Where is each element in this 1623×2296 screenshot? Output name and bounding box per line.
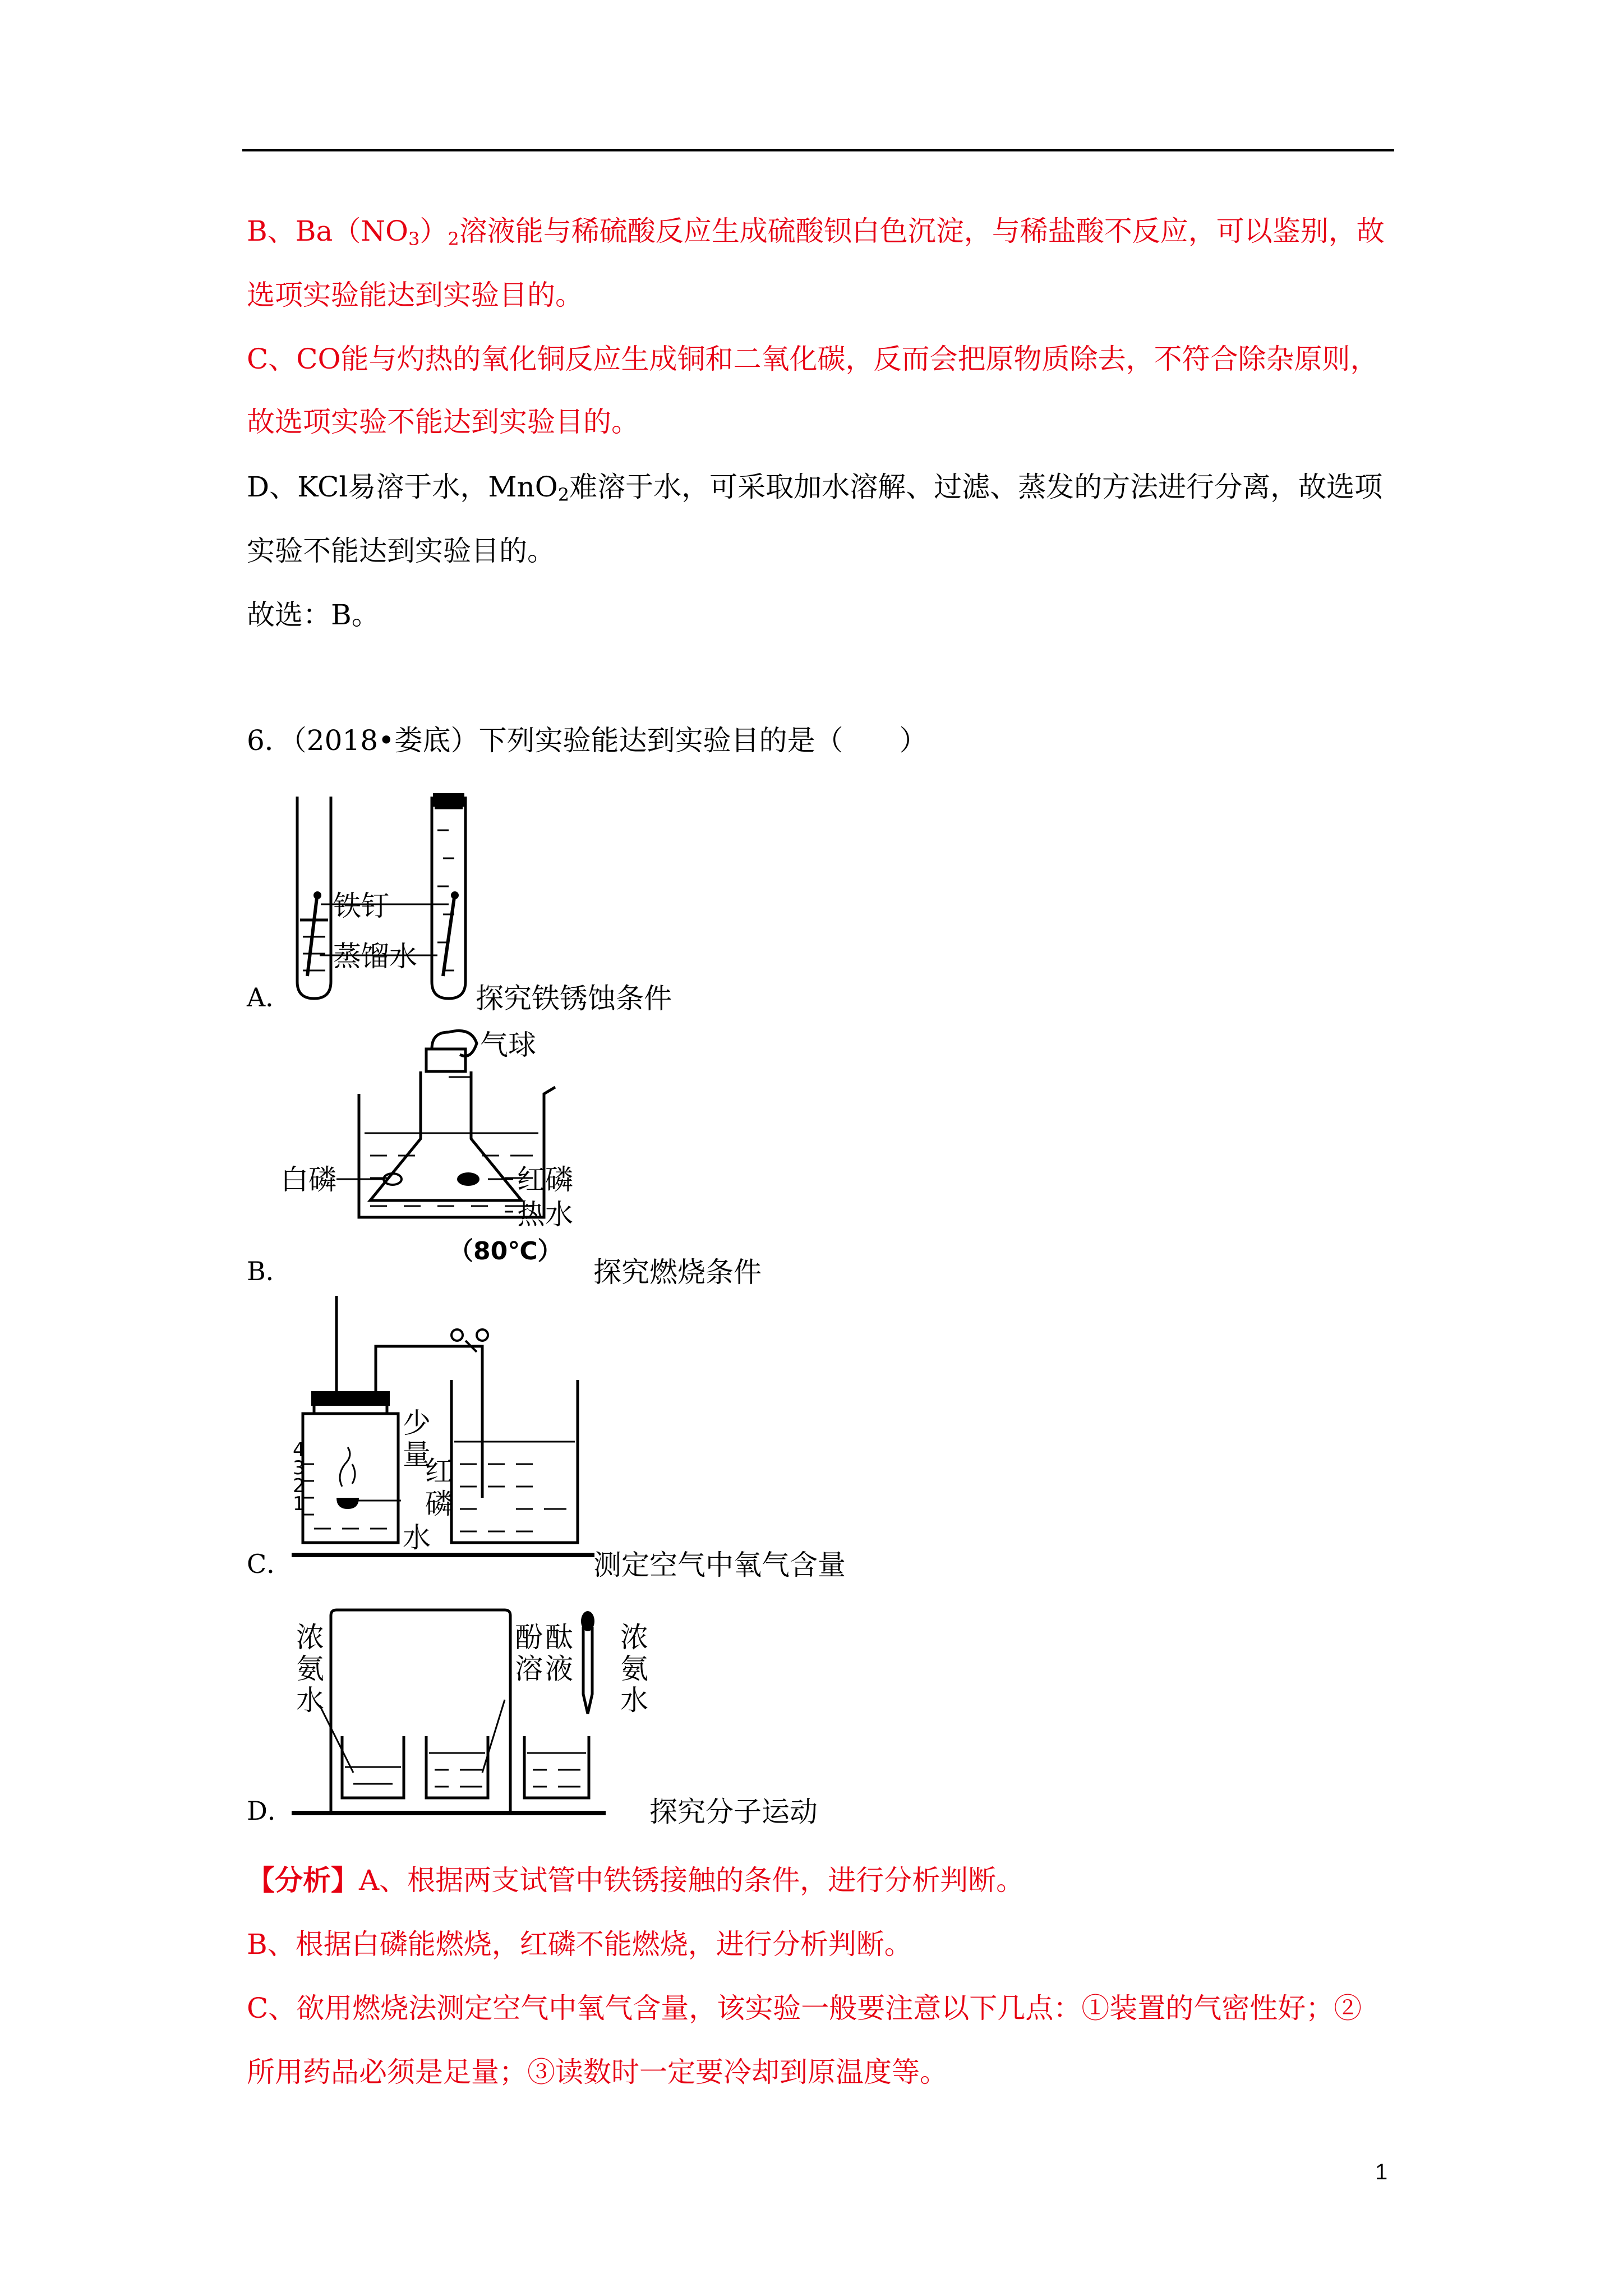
option-b-caption: 探究燃烧条件 (593, 1256, 762, 1289)
figure-a-test-tubes (286, 785, 645, 1010)
label-80c: （80℃） (449, 1237, 562, 1262)
explanation-b-line1: B、$Ba(NO_3)_2$溶液能与稀硫酸反应生成硫酸钡白色沉淀，与稀盐酸不反应，可以鉴别，故 (247, 215, 1385, 250)
explanation-b-line2: 选项实验能达到实验目的。 (247, 279, 583, 311)
page-number: 1 (1375, 2160, 1388, 2184)
label-red-phosphorus: 红磷 (517, 1163, 573, 1196)
explanation-d-line2: 实验不能达到实验目的。 (247, 535, 555, 567)
analysis-c-line2: 所用药品必须是足量；③读数时一定要冷却到原温度等。 (247, 2056, 948, 2088)
scale-3: 3 (293, 1457, 305, 1479)
figure-b-combustion (280, 1021, 606, 1262)
option-d-label: D． (247, 1796, 293, 1826)
answer-line: 故选：B。 (247, 599, 380, 631)
label-c-lin: 磷 (425, 1488, 453, 1520)
analysis-heading: 【分析】 (247, 1864, 359, 1897)
label-d-shui-right: 水 (620, 1684, 648, 1717)
scale-1: 1 (293, 1493, 305, 1515)
label-d-ye: 液 (545, 1653, 573, 1685)
analysis-a: 【分析】A、根据两支试管中铁锈接触的条件，进行分析判断。 (247, 1864, 1025, 1897)
label-distilled-water: 蒸馏水 (333, 940, 417, 973)
label-iron-nail: 铁钉 (333, 890, 389, 922)
label-d-an-left: 氨 (296, 1653, 324, 1685)
label-d-fen: 酚 (515, 1621, 543, 1654)
label-d-nong-right: 浓 (620, 1621, 648, 1654)
explanation-c-line2: 故选项实验不能达到实验目的。 (247, 406, 639, 438)
option-a-label: A． (247, 982, 292, 1013)
explanation-d-line1: D、KCl易溶于水，MnO$_2$难溶于水，可采取加水溶解、过滤、蒸发的方法进行分离，故选项 (247, 471, 1383, 505)
question-6: 6．（2018•娄底）下列实验能达到实验目的是（ ） (247, 724, 928, 757)
figure-d-molecular-motion (292, 1604, 673, 1829)
option-a-caption: 探究铁锈蚀条件 (476, 982, 672, 1015)
label-hot-water: 热水 (517, 1198, 573, 1231)
scale-4: 4 (293, 1439, 305, 1461)
label-c-liang: 量 (403, 1438, 431, 1471)
scale-2: 2 (293, 1475, 305, 1497)
option-b-label: B． (247, 1256, 292, 1286)
label-balloon: 气球 (480, 1029, 536, 1061)
option-c-caption: 测定空气中氧气含量 (593, 1549, 846, 1581)
header-rule (242, 149, 1394, 151)
label-c-hong: 红 (425, 1455, 453, 1488)
explanation-c-line1: C、CO能与灼热的氧化铜反应生成铜和二氧化碳，反而会把原物质除去，不符合除杂原则， (247, 343, 1378, 375)
figure-c-oxygen-content (292, 1296, 606, 1565)
label-d-tai: 酞 (545, 1621, 573, 1654)
label-white-phosphorus: 白磷 (280, 1163, 336, 1196)
analysis-b: B、根据白磷能燃烧，红磷不能燃烧，进行分析判断。 (247, 1928, 912, 1961)
label-c-shao: 少 (403, 1407, 431, 1439)
label-d-an-right: 氨 (620, 1653, 648, 1685)
option-d-caption: 探究分子运动 (649, 1796, 818, 1828)
option-c-label: C． (247, 1549, 293, 1579)
label-d-nong-left: 浓 (296, 1621, 324, 1654)
analysis-c-line1: C、欲用燃烧法测定空气中氧气含量，该实验一般要注意以下几点：①装置的气密性好；② (247, 1992, 1362, 2024)
label-d-rong: 溶 (515, 1653, 543, 1685)
label-d-shui-left: 水 (296, 1684, 324, 1717)
label-c-shui: 水 (403, 1521, 431, 1554)
